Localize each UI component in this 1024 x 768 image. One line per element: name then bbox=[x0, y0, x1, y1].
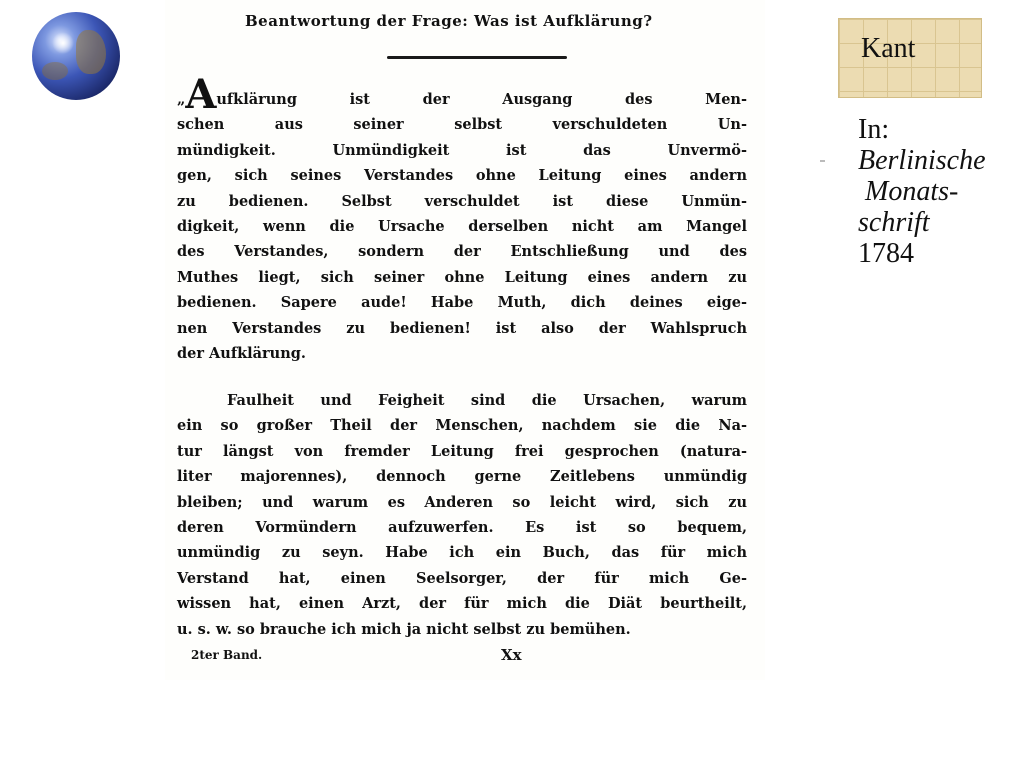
in-label: In: bbox=[858, 114, 890, 145]
paragraph-line: digkeit, wenn die Ursache derselben nicht am Mangel bbox=[177, 218, 747, 236]
journal-line-1: Berlinische bbox=[858, 145, 986, 176]
journal-line-2: Monats- bbox=[858, 176, 959, 207]
source-notes bbox=[858, 114, 1024, 269]
globe-icon bbox=[32, 12, 120, 100]
title-card bbox=[838, 18, 982, 98]
paragraph-1 bbox=[177, 71, 747, 366]
scanned-page bbox=[165, 0, 765, 680]
publication-year: 1784 bbox=[858, 238, 914, 269]
paragraph-line: Verstand hat, einen Seelsorger, der für mich Ge- bbox=[177, 569, 747, 587]
paragraph-line: bleiben; und warum es Anderen so leicht wird, sich zu bbox=[177, 493, 747, 511]
journal-line-3: schrift bbox=[858, 207, 930, 238]
paragraph-line: Muthes liegt, sich seiner ohne Leitung eines andern zu bbox=[177, 268, 747, 286]
volume-note: 2ter Band. bbox=[191, 648, 263, 662]
paragraph-line: mündigkeit. Unmündigkeit ist das Unvermö- bbox=[177, 141, 747, 159]
paragraph-line: schen aus seiner selbst verschuldeten Un- bbox=[177, 116, 747, 134]
page-heading: Beantwortung der Frage: Was ist Aufklärung? bbox=[245, 12, 653, 30]
paragraph-line: deren Vormündern aufzuwerfen. Es ist so bequem, bbox=[177, 519, 747, 537]
paragraph-line: zu bedienen. Selbst verschuldet ist diese Unmün- bbox=[177, 192, 747, 210]
divider-mark bbox=[820, 160, 825, 162]
paragraph-line: nen Verstandes zu bedienen! ist also der Wahlspruch bbox=[177, 319, 747, 337]
paragraph-line: u. s. w. so brauche ich mich ja nicht selbst zu bemühen. bbox=[177, 620, 631, 638]
drop-cap: A bbox=[185, 71, 217, 118]
paragraph-line: bedienen. Sapere aude! Habe Muth, dich deines eige- bbox=[177, 294, 747, 312]
author-title: Kant bbox=[861, 33, 916, 64]
paragraph-line: wissen hat, einen Arzt, der für mich die Diät beurtheilt, bbox=[177, 595, 747, 613]
paragraph-line: des Verstandes, sondern der Entschließung und des bbox=[177, 243, 747, 261]
paragraph-line: Faulheit und Feigheit sind die Ursachen, warum bbox=[227, 392, 747, 409]
paragraph-line: tur längst von fremder Leitung frei gesprochen (natura- bbox=[177, 442, 747, 460]
paragraph-line: „Aufklärung ist der Ausgang des Men- bbox=[177, 71, 747, 118]
heading-rule bbox=[387, 56, 567, 59]
paragraph-line: gen, sich seines Verstandes ohne Leitung eines andern bbox=[177, 167, 747, 185]
paragraph-2 bbox=[177, 388, 747, 642]
paragraph-line: unmündig zu seyn. Habe ich ein Buch, das für mich bbox=[177, 544, 747, 562]
paragraph-line: ein so großer Theil der Menschen, nachdem sie die Na- bbox=[177, 417, 747, 435]
paragraph-line: der Aufklärung. bbox=[177, 345, 306, 363]
signature-mark: Xx bbox=[501, 646, 522, 664]
paragraph-line: liter majorennes), dennoch gerne Zeitlebens unmündig bbox=[177, 468, 747, 486]
